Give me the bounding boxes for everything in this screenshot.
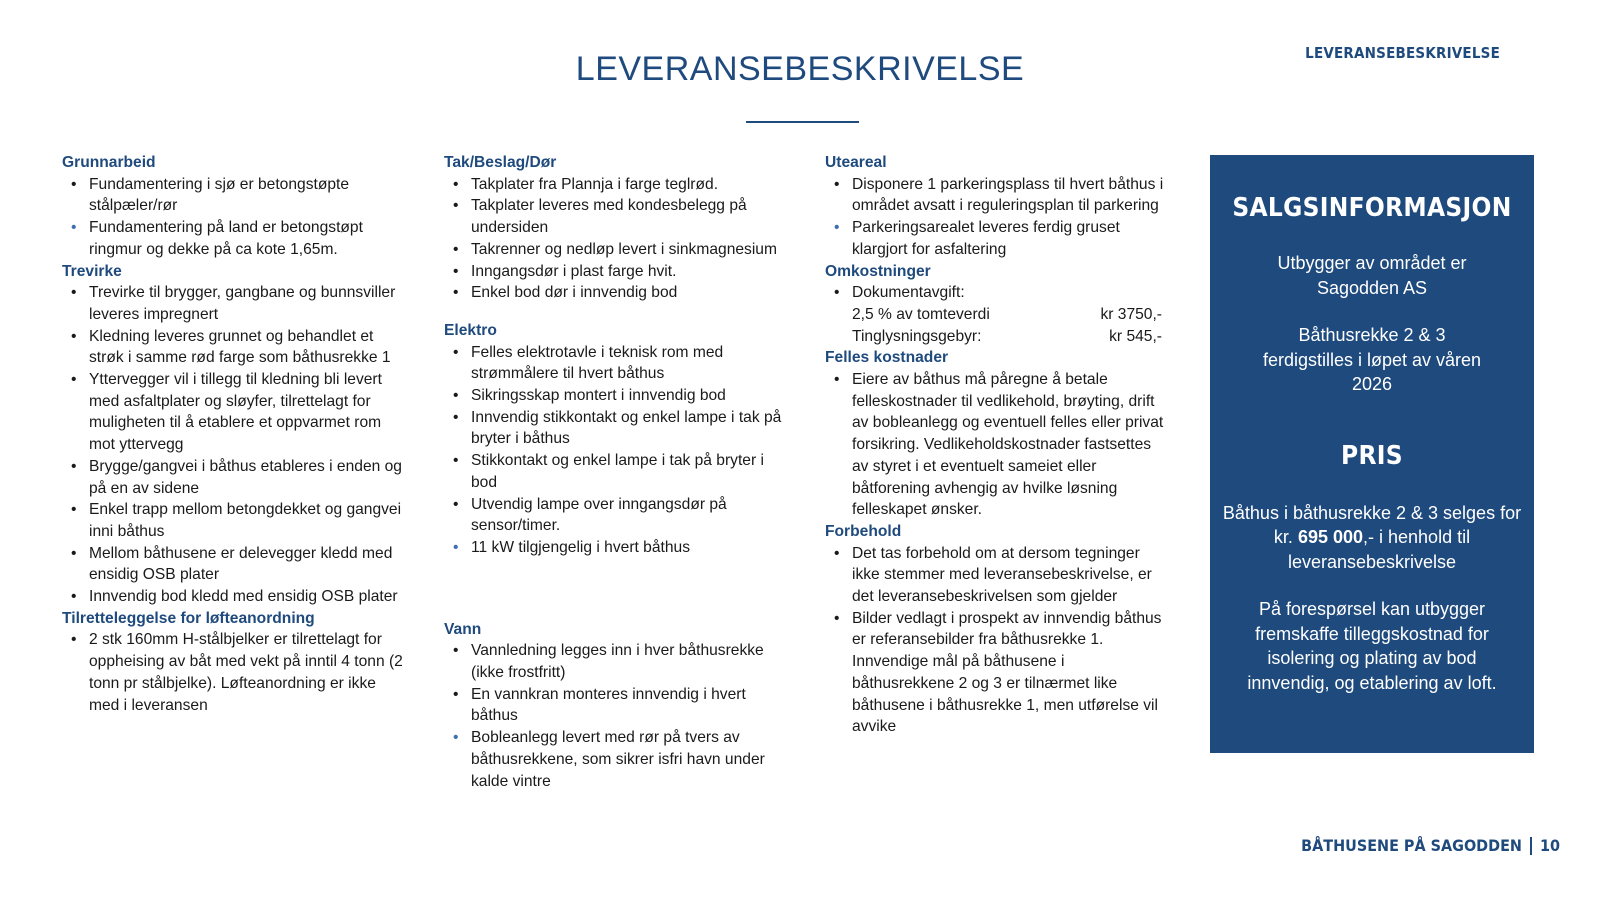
list-loft: [62, 629, 407, 716]
list-item: • Takplater leveres med kondesbelegg på undersiden: [444, 195, 789, 238]
list-elektro: [444, 342, 789, 559]
sales-info-box: [1210, 155, 1534, 753]
list-uteareal: [825, 174, 1170, 261]
list-tak: [444, 174, 789, 304]
list-vann: [444, 640, 789, 792]
list-item: • Felles elektrotavle i teknisk rom med strømmålere til hvert båthus: [444, 342, 789, 385]
list-item: • 2 stk 160mm H-stålbjelker er tilrettelagt for oppheising av båt med vekt på inntil 4 tonn (2 tonn pr stålbjelke). Løfteanordning er ikke med i leveransen: [62, 629, 407, 716]
column-uteareal-kostnader: [825, 152, 1170, 738]
section-title-tak: Tak/Beslag/Dør: [444, 154, 557, 171]
section-title-omkostninger: Omkostninger: [825, 262, 931, 280]
cost-value: kr 3750,-: [1100, 305, 1162, 323]
list-omkostninger: [825, 282, 1170, 304]
list-item: • Parkeringsarealet leveres ferdig gruset klargjort for asfaltering: [825, 217, 1170, 260]
section-title-trevirke: Trevirke: [62, 262, 122, 280]
sales-info-heading: SALGSINFORMASJON: [1232, 193, 1512, 223]
list-item: • Disponere 1 parkeringsplass til hvert båthus i området avsatt i reguleringsplan til parkering: [825, 174, 1170, 217]
list-item: • Sikringsskap montert i innvendig bod: [444, 385, 789, 407]
list-item: • 11 kW tilgjengelig i hvert båthus: [444, 537, 789, 559]
column-tak-elektro-vann: [444, 152, 789, 792]
list-item: • Utvendig lampe over inngangsdør på sensor/timer.: [444, 494, 789, 537]
list-item: • Eiere av båthus må påregne å betale felleskostnader til vedlikehold, brøyting, drift av bobleanlegg og eventuell felles eller privat forsikring. Vedlikeholdskostnader fastsettes av styret i et eventuelt sameiet eller båtforening avhengig av hvilke løsning felleskapet ønsker.: [825, 369, 1170, 521]
cost-label: Tinglysningsgebyr:: [852, 327, 982, 345]
section-title-forbehold: Forbehold: [825, 522, 902, 540]
list-item: • Innvendig bod kledd med ensidig OSB plater: [62, 586, 407, 608]
footer-brand: BÅTHUSENE PÅ SAGODDEN: [1301, 836, 1522, 855]
list-item: • Det tas forbehold om at dersom tegninger ikke stemmer med leveransebeskrivelse, er det leveransebeskrivelsen som gjelder: [825, 543, 1170, 608]
list-item: • Trevirke til brygger, gangbane og bunnsviller leveres impregnert: [62, 282, 407, 325]
section-title-elektro: Elektro: [444, 321, 497, 339]
section-title-loft: Tilretteleggelse for løfteanordning: [62, 609, 315, 627]
list-item: • Innvendig stikkontakt og enkel lampe i tak på bryter i båthus: [444, 407, 789, 450]
title-divider: [746, 121, 859, 123]
cost-row: [825, 304, 1170, 326]
section-title-uteareal: Uteareal: [825, 154, 887, 171]
spacer: [444, 304, 789, 320]
list-item: • Stikkontakt og enkel lampe i tak på bryter i bod: [444, 450, 789, 493]
list-trevirke: [62, 282, 407, 608]
list-item: • Takrenner og nedløp levert i sinkmagnesium: [444, 239, 789, 261]
list-item: • Mellom båthusene er delevegger kledd med ensidig OSB plater: [62, 543, 407, 586]
section-title-vann: Vann: [444, 620, 482, 638]
list-item: • Bobleanlegg levert med rør på tvers av båthusrekkene, som sikrer isfri havn under kalde vintre: [444, 727, 789, 792]
list-item: • Brygge/gangvei i båthus etableres i enden og på en av sidene: [62, 456, 407, 499]
price-text: [1210, 501, 1534, 575]
footer-separator: [1530, 837, 1532, 855]
list-item: • Kledning leveres grunnet og behandlet et strøk i samme rød farge som båthusrekke 1: [62, 326, 407, 369]
list-forbehold: [825, 543, 1170, 738]
cost-value: kr 545,-: [1109, 327, 1162, 345]
list-felles-kostnader: [825, 369, 1170, 521]
section-title-felles-kostnader: Felles kostnader: [825, 349, 949, 367]
price-text-pre: Båthus i båthusrekke 2 & 3 selges for kr.: [1222, 502, 1522, 547]
header-section-label: LEVERANSEBESKRIVELSE: [1305, 44, 1500, 62]
developer-text: Utbygger av området er Sagodden AS: [1277, 253, 1467, 298]
list-item: • Bilder vedlagt i prospekt av innvendig båthus er referansebilder fra båthusrekke 1. Innvendige mål på båthusene i båthusrekkene 2 og 3 er tilnærmet like båthusene i båthusrekke 1, men utførelse vil avvike: [825, 608, 1170, 738]
list-item: • Enkel bod dør i innvendig bod: [444, 282, 789, 304]
list-item: • Vannledning legges inn i hver båthusrekke (ikke frostfritt): [444, 640, 789, 683]
list-item: • Yttervegger vil i tillegg til kledning bli levert med asfaltplater og sløyfer, tilrettelagt for muligheten til å etablere et oppvarmet rom mot yttervegg: [62, 369, 407, 456]
cost-label: 2,5 % av tomteverdi: [852, 305, 990, 323]
list-grunnarbeid: [62, 174, 407, 261]
list-item: • Takplater fra Plannja i farge teglrød.: [444, 174, 789, 196]
list-item: • Dokumentavgift:: [825, 282, 1170, 304]
list-item: • Fundamentering i sjø er betongstøpte stålpæler/rør: [62, 174, 407, 217]
list-item: • En vannkran monteres innvendig i hvert båthus: [444, 684, 789, 727]
section-title-grunnarbeid: Grunnarbeid: [62, 154, 156, 171]
list-item: • Fundamentering på land er betongstøpt ringmur og dekke på ca kote 1,65m.: [62, 217, 407, 260]
footer: [1301, 836, 1560, 855]
price-text-post: ,- i henhold til leveransebeskrivelse: [1287, 527, 1471, 572]
list-item: • Enkel trapp mellom betongdekket og gangvei inni båthus: [62, 499, 407, 542]
price-value: 695 000: [1297, 527, 1364, 547]
spacer: [444, 559, 789, 619]
price-heading: PRIS: [1341, 440, 1403, 471]
completion-text: Båthusrekke 2 & 3 ferdigstilles i løpet av våren 2026: [1262, 325, 1482, 394]
cost-row: [825, 326, 1170, 348]
list-item: • Inngangsdør i plast farge hvit.: [444, 261, 789, 283]
additional-cost-text: På forespørsel kan utbygger fremskaffe tilleggskostnad for isolering og plating av bod innvendig, og etablering av loft.: [1247, 599, 1497, 693]
column-grunn-trevirke: [62, 152, 407, 716]
page-number: 10: [1539, 836, 1560, 855]
page-title: LEVERANSEBESKRIVELSE: [575, 50, 1025, 88]
